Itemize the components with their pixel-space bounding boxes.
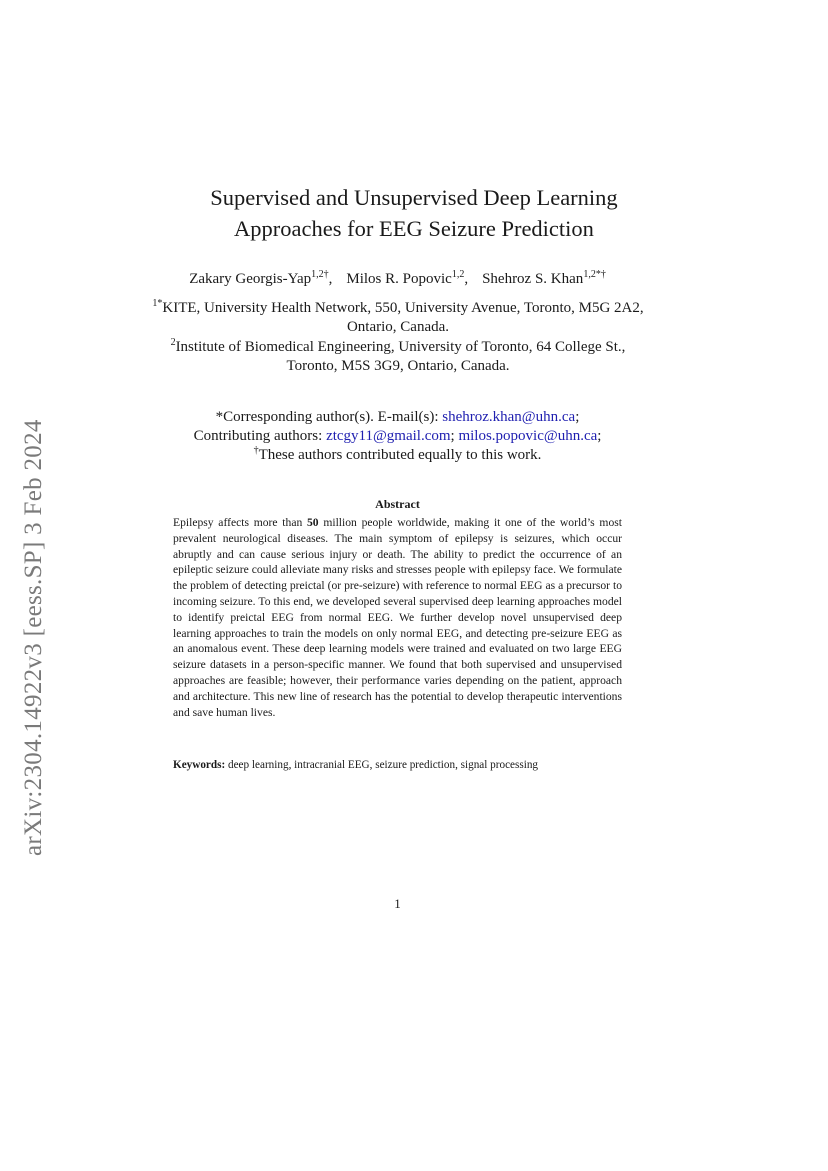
author-affiliation-mark: 1,2†: [311, 269, 329, 280]
author-affiliation-mark: 1,2: [451, 269, 465, 280]
affiliation-1: [150, 299, 646, 337]
keywords-text: deep learning, intracranial EEG, seizure prediction, signal processing: [228, 759, 539, 771]
keywords-label: Keywords:: [173, 759, 226, 771]
abstract-text-rest: million people worldwide, making it one of the world’s most prevalent neurological diseases. The main symptom of epilepsy is seizures, which occur abruptly and can cause serious injury or death. The ability to predict the occurrence of an epileptic seizure could alleviate many risks and stresses people with epilepsy face. We formulate the problem of detecting preictal (or pre-seizure) with reference to normal EEG as a precursor to incoming seizure. To this end, we developed several supervised deep learning approaches model to identify preictal EEG from normal EEG. We further develop novel unsupervised deep learning approaches to train the models on only normal EEG, and detecting pre-seizure EEG as an anomalous event. These deep learning models were trained and evaluated on two large EEG seizure datasets in a person-specific manner. We found that both supervised and unsupervised approaches are feasible; however, their performance varies depending on the patient, approach and architecture. This new line of research has the potential to develop therapeutic interventions and save human lives.: [173, 516, 622, 719]
affiliation-mark: 1*: [152, 298, 163, 309]
contributing-email-link-1[interactable]: ztcgy11@gmail.com: [326, 428, 451, 444]
abstract-heading: Abstract: [375, 497, 420, 511]
contributing-authors-line: Contributing authors: ztcgy11@gmail.com; milos.popovic@uhn.ca;: [193, 428, 602, 444]
abstract-bold-number: 50: [307, 516, 319, 529]
title-line-2: Approaches for EEG Seizure Prediction: [234, 216, 594, 241]
contact-info: [0, 408, 795, 465]
contributing-email-link-2[interactable]: milos.popovic@uhn.ca: [458, 428, 598, 444]
abstract-body: [173, 515, 622, 720]
corresponding-email-link[interactable]: shehroz.khan@uhn.ca: [442, 409, 576, 425]
equal-contribution-line: [0, 446, 795, 465]
equal-contribution-mark: †: [253, 445, 259, 456]
page-number: 1: [394, 896, 401, 911]
corresponding-author-line: *Corresponding author(s). E-mail(s): shehroz.khan@uhn.ca;: [215, 409, 580, 425]
title-line-1: Supervised and Unsupervised Deep Learning: [210, 185, 618, 210]
author-affiliation-mark: 1,2*†: [583, 269, 606, 280]
corresponding-prefix: *Corresponding author(s). E-mail(s):: [215, 409, 443, 425]
abstract-text-start: Epilepsy affects more than: [173, 516, 307, 529]
affiliation-text: Institute of Biomedical Engineering, University of Toronto, 64 College St., Toronto, M5S 3G9, Ontario, Canada.: [175, 339, 626, 374]
affiliation-text: KITE, University Health Network, 550, University Avenue, Toronto, M5G 2A2, Ontario, Canada.: [162, 300, 644, 335]
author-name: Zakary Georgis-Yap: [189, 271, 312, 287]
equal-contribution-text: These authors contributed equally to this work.: [258, 447, 542, 463]
affiliation-mark: 2: [170, 337, 176, 348]
contributing-prefix: Contributing authors:: [193, 428, 327, 444]
affiliation-2: [150, 338, 646, 376]
arxiv-identifier-stamp: arXiv:2304.14922v3 [eess.SP] 3 Feb 2024: [20, 419, 47, 856]
author-list: Zakary Georgis-Yap$^{1,2\dagger}$, Milos R. Popovic$^{1,2}$, Shehroz S. Khan$^{1,2*\dagger}$: [189, 269, 606, 287]
keywords: [173, 758, 643, 773]
author-name: Shehroz S. Khan: [482, 271, 584, 287]
author-name: Milos R. Popovic: [346, 271, 452, 287]
paper-title: [0, 182, 828, 244]
